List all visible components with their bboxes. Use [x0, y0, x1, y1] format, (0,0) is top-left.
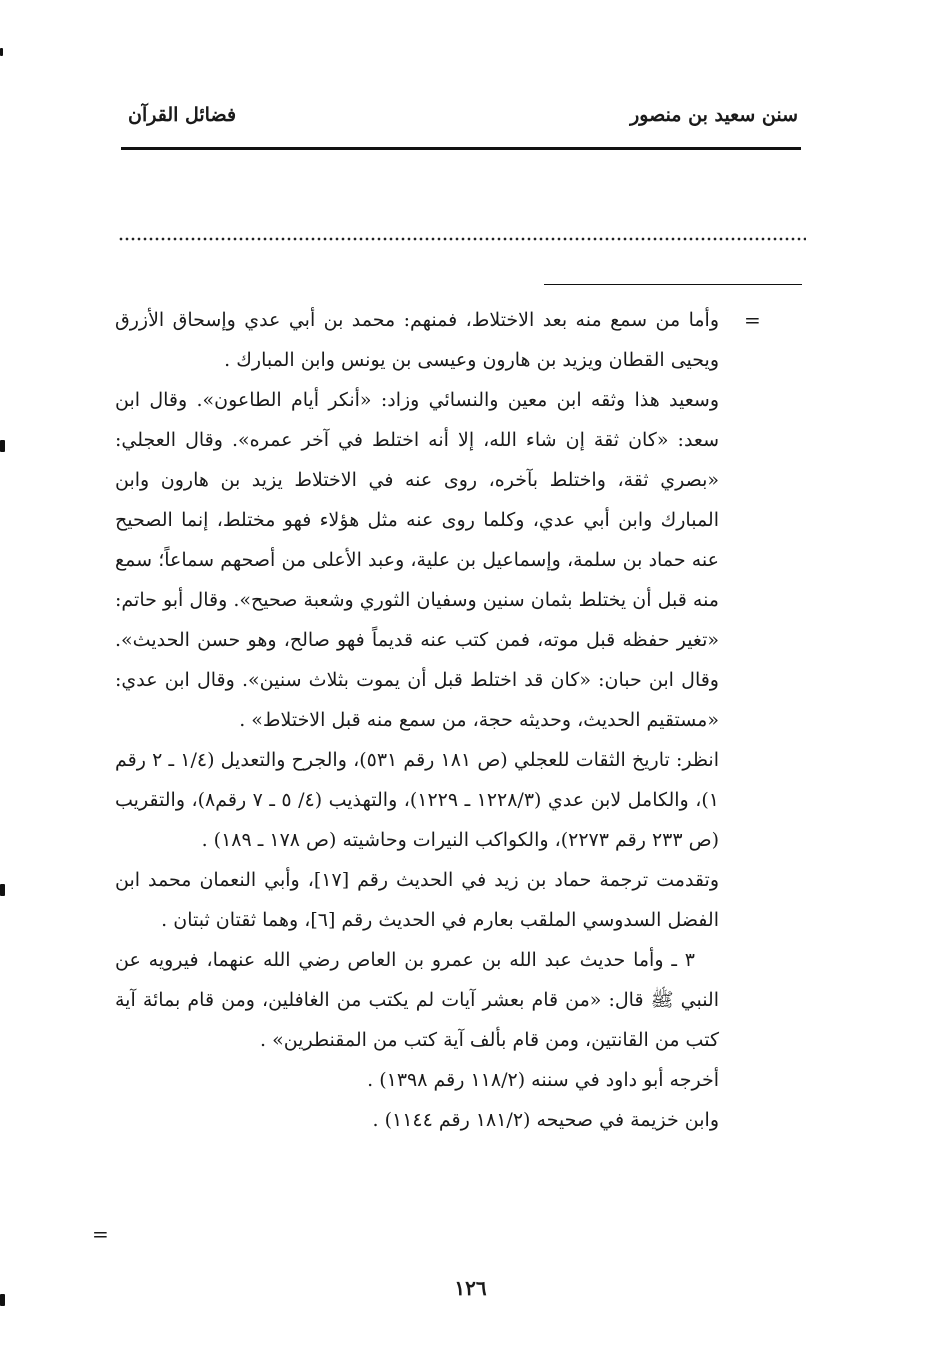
running-header-book-title: سنن سعيد بن منصور [630, 104, 798, 126]
scan-edge-mark [0, 48, 3, 56]
continuation-marker-top: = [744, 308, 761, 332]
paragraph: وأما من سمع منه بعد الاختلاط، فمنهم: محمد بن أبي عدي وإسحاق الأزرق ويحيى القطان ويزيد بن هارون وعيسى بن يونس وابن المبارك . [115, 309, 719, 371]
running-header-section-title: فضائل القرآن [128, 104, 237, 126]
continuation-marker-bottom: = [92, 1222, 109, 1246]
paragraph: ٣ ـ وأما حديث عبد الله بن عمرو بن العاص رضي الله عنهما، فيرويه عن النبي ﷺ قال: «من قام بعشر آيات لم يكتب من الغافلين، ومن قام بمائة آية كتب من القانتين، ومن قام بألف آية كتب من المقنطرين» . [115, 949, 719, 1051]
paragraph: وسعيد هذا وثقه ابن معين والنسائي وزاد: «أنكر أيام الطاعون». وقال ابن سعد: «كان ثقة إن شاء الله، إلا أنه اختلط في آخر عمره». وقال العجلي: «بصري ثقة، واختلط بآخره، روى عنه في الاختلاط يزيد بن هارون وابن المبارك وابن أبي عدي، وكلما روى عنه مثل هؤلاء فهو مختلط، إنما الصحيح عنه حماد بن سلمة، وإسماعيل بن علية، وعبد الأعلى من أصحهم سماعاً؛ سمع منه قبل أن يختلط بثمان سنين وسفيان الثوري وشعبة صحيح». وقال أبو حاتم: «تغير حفظه قبل موته، فمن كتب عنه قديماً فهو صالح، وهو حسن الحديث». وقال ابن حبان: «كان قد اختلط قبل أن يموت بثلاث سنين». وقال ابن عدي: «مستقيم الحديث، وحديثه حجة، من سمع منه قبل الاختلاط» . [115, 389, 719, 731]
scan-edge-mark [0, 440, 5, 452]
footnote-body [115, 300, 719, 1140]
paragraph: وابن خزيمة في صحيحه (١٨١/٢ رقم ١١٤٤) . [372, 1109, 719, 1131]
paragraph: وتقدمت ترجمة حماد بن زيد في الحديث رقم [١٧]، وأبي النعمان محمد ابن الفضل السدوسي الملقب بعارم في الحديث رقم [٦]، وهما ثقتان ثبتان . [115, 869, 719, 931]
paragraph: أخرجه أبو داود في سننه (١١٨/٢ رقم ١٣٩٨) . [367, 1069, 719, 1091]
dotted-separator [118, 236, 806, 242]
paragraph: انظر: تاريخ الثقات للعجلي (ص ١٨١ رقم ٥٣١)، والجرح والتعديل (١/٤ ـ ٢ رقم ١)، والكامل لابن عدي (١٢٢٨/٣ ـ ١٢٢٩)، والتهذيب (٤/ ٥ ـ ٧ رقم٨)، والتقريب (ص ٢٣٣ رقم ٢٢٧٣)، والكواكب النيرات وحاشيته (ص ١٧٨ ـ ١٨٩) . [115, 749, 719, 851]
page-number: ١٢٦ [454, 1276, 487, 1300]
header-rule [121, 147, 801, 150]
scan-edge-mark [0, 884, 5, 896]
footnote-rule [544, 284, 802, 285]
scan-edge-mark [0, 1294, 5, 1306]
